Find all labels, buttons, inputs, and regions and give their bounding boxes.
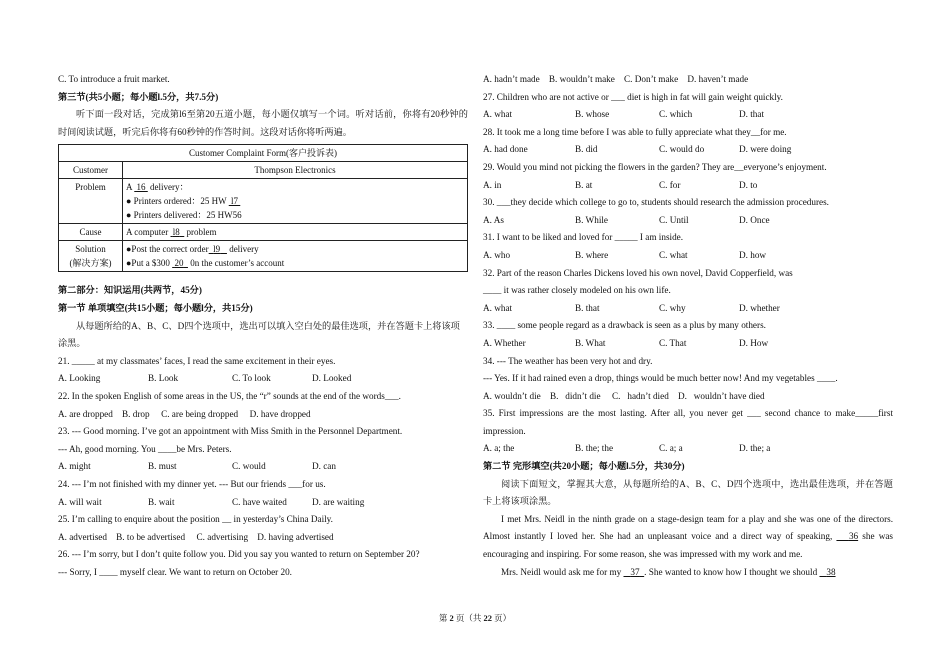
blank-38: 38	[826, 566, 836, 577]
page-total: 22	[483, 613, 492, 623]
question-24: 24. --- I’m not finished with my dinner yet. --- But our friends ___for us.	[58, 478, 326, 489]
blank-20: 20	[174, 258, 184, 269]
question-33: 33. ____ some people regard as a drawback is seen as a plus by many others.	[483, 320, 766, 331]
passage-paragraph-1: I met Mrs. Neidl in the ninth grade on a stage-design team for a play and she was one of the directors. Almost instantly I loved her. She had an unpleasant voice and a direct way of speaking, 36 she was encouraging and inspiring. For some reason, she was impressed with my work and me.	[483, 513, 893, 560]
customer-value: Thompson Electronics	[123, 162, 468, 179]
section2-title: 第二节 完形填空(共20小题；每小题l.5分，共30分)	[483, 461, 685, 472]
section1-instructions: 从每题所给的A、B、C、D四个选项中，选出可以填入空白处的最佳选项，并在答题卡上将该项涂黑。	[58, 320, 460, 349]
problem-line1-text: A	[126, 182, 133, 193]
q30-options: A. As B. While C. Until D. Once	[483, 214, 770, 225]
question-21: 21. _____ at my classmates’ faces, I read the same excitement in their eyes.	[58, 355, 336, 366]
right-column	[483, 71, 893, 581]
question-29: 29. Would you mind not picking the flowers in the garden? They are__everyone’s enjoyment.	[483, 161, 827, 172]
blank-36: 36	[848, 531, 859, 542]
blank-17: l7	[231, 196, 239, 207]
q15-option-c: C. To introduce a fruit market.	[58, 74, 170, 84]
q34-options: A. wouldn’t die B. didn’t die C. hadn’t died D. wouldn’t have died	[483, 390, 765, 401]
question-32-b: ____ it was rather closely modeled on his own life.	[483, 285, 671, 296]
q28-options: A. had done B. did C. would do D. were doing	[483, 144, 792, 155]
page-footer: 第 2 页（共 22 页）	[438, 613, 512, 623]
q21-options: A. Looking B. Look C. To look D. Looked	[58, 373, 352, 384]
customer-label: Customer	[59, 162, 123, 179]
blank-16: 16	[136, 182, 146, 193]
solution-cell: ●Post the correct order l9 delivery ●Put a $300 20 0n the customer’s account	[123, 241, 468, 272]
question-32-a: 32. Part of the reason Charles Dickens loved his own novel, David Copperfield, was	[483, 267, 793, 278]
question-23-b: --- Ah, good morning. You ____be Mrs. Peters.	[58, 443, 232, 454]
q35-options: A. a; the B. the; the C. a; a D. the; a	[483, 443, 771, 454]
q24-options: A. will wait B. wait C. have waited D. are waiting	[58, 496, 365, 507]
question-22: 22. In the spoken English of some areas in the US, the “r” sounds at the end of the words___.	[58, 390, 401, 401]
page-number: 2	[449, 613, 454, 623]
section3-title: 第三节(共5小题；每小题l.5分，共7.5分)	[58, 91, 219, 102]
section2-instructions: 阅读下面短文，掌握其大意，从每题所给的A、B、C、D四个选项中，选出最佳选项，并在答题卡上将该项涂黑。	[483, 478, 893, 507]
section3-instructions: 听下面一段对话，完成第l6至第20五道小题，每小题仅填写一个词。听对话前，你将有20秒钟的时间阅读试题，听完后你将有60秒钟的作答时间。这段对话你将听两遍。	[58, 109, 468, 137]
q25-options: A. advertised B. to be advertised C. advertising D. having advertised	[58, 531, 334, 542]
question-25: 25. I’m calling to enquire about the position __ in yesterday’s China Daily.	[58, 514, 333, 525]
problem-line1-tail: delivery：	[150, 182, 189, 193]
question-27: 27. Children who are not active or ___ diet is high in fat will gain weight quickly.	[483, 91, 783, 102]
problem-cell	[123, 179, 468, 224]
question-34-b: --- Yes. If it had rained even a drop, things would be much better now! And my vegetables ____.	[483, 373, 838, 384]
q33-options: A. Whether B. What C. That D. How	[483, 337, 769, 348]
cause-label: Cause	[59, 224, 123, 241]
question-31: 31. I want to be liked and loved for _____ I am inside.	[483, 232, 684, 243]
part2-title: 第二部分：知识运用(共两节，45分)	[58, 285, 202, 296]
question-30: 30. ___they decide which college to go to, students should research the admission procedures.	[483, 197, 829, 208]
section1-title: 第一节 单项填空(共15小题；每小题l分，共15分)	[58, 302, 253, 313]
question-28: 28. It took me a long time before I was able to fully appreciate what they__for me.	[483, 126, 787, 137]
blank-37: 37	[630, 566, 640, 577]
question-26-b: --- Sorry, I ____ myself clear. We want to return on October 20.	[58, 566, 292, 577]
passage-paragraph-2: Mrs. Neidl would ask me for my 37 . She wanted to know how I thought we should 38	[501, 566, 836, 577]
problem-label: Problem	[59, 179, 123, 224]
question-35: 35. First impressions are the most lasting. After all, you never get ___ second chance to make_____first impression.	[483, 408, 893, 436]
problem-line2-text: ● Printers ordered：25 HW	[126, 196, 227, 207]
solution-label: Solution (解决方案)	[59, 241, 123, 272]
cause-cell: A computer l8 problem	[123, 224, 468, 241]
q26-options: A. hadn’t made B. wouldn’t make C. Don’t make D. haven’t made	[483, 74, 749, 84]
complaint-form	[58, 144, 468, 272]
question-34-a: 34. --- The weather has been very hot and dry.	[483, 355, 653, 366]
q29-options: A. in B. at C. for D. to	[483, 179, 758, 190]
q32-options: A. what B. that C. why D. whether	[483, 302, 780, 313]
question-26-a: 26. --- I’m sorry, but I don’t quite follow you. Did you say you wanted to return on September 20?	[58, 549, 420, 560]
blank-19: l9	[213, 244, 221, 255]
q22-options: A. are dropped B. drop C. are being dropped D. have dropped	[58, 408, 311, 419]
blank-18: l8	[172, 227, 180, 238]
form-title: Customer Complaint Form(客户投诉表)	[59, 145, 468, 162]
q23-options: A. might B. must C. would D. can	[58, 461, 336, 472]
problem-line3: ● Printers delivered：25 HW56	[126, 210, 242, 221]
q31-options: A. who B. where C. what D. how	[483, 249, 767, 260]
question-23-a: 23. --- Good morning. I’ve got an appointment with Miss Smith in the Personnel Department.	[58, 426, 403, 437]
left-column	[58, 71, 468, 581]
q27-options: A. what B. whose C. which D. that	[483, 109, 765, 120]
